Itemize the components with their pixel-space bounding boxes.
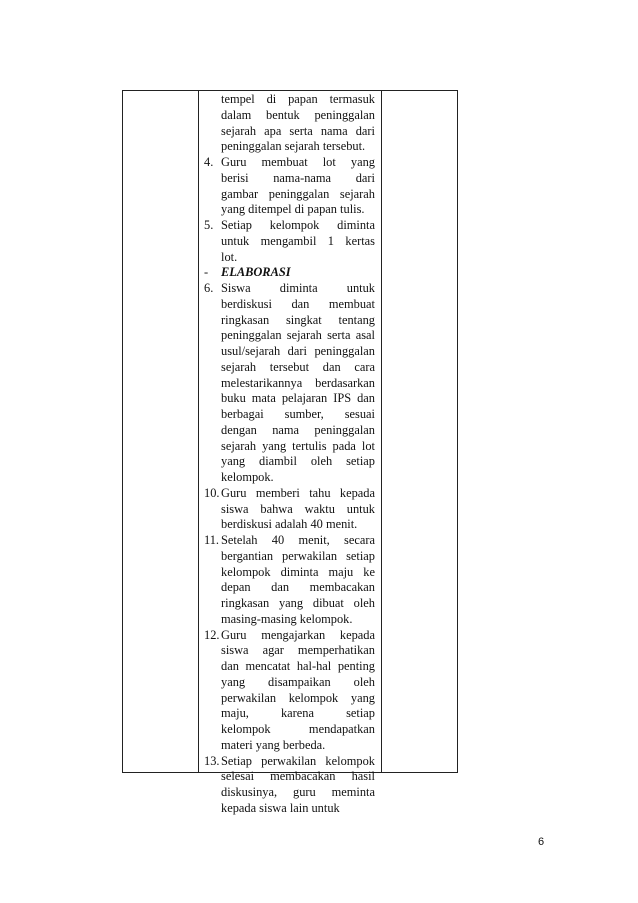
text-line: buku mata pelajaran IPS dan xyxy=(221,391,375,406)
text-line: siswa agar memperhatikan xyxy=(221,643,375,658)
text-line: kelompok diminta maju ke xyxy=(221,564,375,579)
item-number: 10. xyxy=(204,485,220,500)
text-line: diskusinya, guru meminta xyxy=(221,785,375,799)
text-line: tempel di papan termasuk xyxy=(221,92,375,106)
item-text xyxy=(221,218,381,265)
list-item xyxy=(199,92,381,155)
section-heading xyxy=(199,265,381,281)
text-line: ringkasan yang dibuat oleh xyxy=(221,596,375,610)
text-line: dengan nama peninggalan xyxy=(221,422,375,437)
text-line: sejarah apa serta nama dari xyxy=(221,123,375,138)
text-line: maju, karena setiap xyxy=(221,706,375,721)
text-line: gambar peninggalan sejarah xyxy=(221,186,375,201)
text-line: kelompok mendapatkan xyxy=(221,722,375,736)
list-item xyxy=(199,533,381,628)
text-line: Siswa diminta untuk xyxy=(221,281,375,295)
item-number: 13. xyxy=(204,753,220,768)
item-number: 12. xyxy=(204,627,220,642)
text-line: lot. xyxy=(221,249,238,264)
text-line: yang disampaikan oleh xyxy=(221,674,375,689)
text-line: kepada siswa lain untuk xyxy=(221,800,340,815)
text-line: Guru memberi tahu kepada xyxy=(221,485,375,500)
lesson-plan-table xyxy=(122,90,458,815)
item-text xyxy=(221,533,381,628)
text-line: usul/sejarah dari peninggalan xyxy=(221,344,375,358)
text-line: kelompok. xyxy=(221,470,274,484)
item-text xyxy=(221,155,381,218)
list-item xyxy=(199,628,381,754)
text-line: Setelah 40 menit, secara xyxy=(221,533,375,547)
item-number: 4. xyxy=(204,155,214,169)
text-line: perwakilan kelompok yang xyxy=(221,690,375,705)
text-line: berdiskusi dan membuat xyxy=(221,296,375,311)
text-line: depan dan membacakan xyxy=(221,580,375,595)
text-line: dan mencatat hal-hal penting xyxy=(221,659,375,673)
text-line: Guru membuat lot yang xyxy=(221,155,375,169)
text-line: yang diambil oleh setiap xyxy=(221,454,375,469)
text-line: masing-masing kelompok. xyxy=(221,611,353,626)
list-item xyxy=(199,754,381,817)
item-text xyxy=(221,486,381,533)
text-line: dalam bentuk peninggalan xyxy=(221,107,375,122)
text-line: berdiskusi adalah 40 menit. xyxy=(221,517,358,532)
text-line: untuk mengambil 1 kertas xyxy=(221,233,375,248)
text-line: ELABORASI xyxy=(221,265,291,280)
list-item xyxy=(199,155,381,218)
item-number: 5. xyxy=(204,218,214,232)
list-item xyxy=(199,218,381,265)
page-number: 6 xyxy=(538,836,545,848)
text-line: melestarikannya berdasarkan xyxy=(221,375,375,390)
activity-list xyxy=(199,92,381,817)
text-line: berbagai sumber, sesuai xyxy=(221,407,375,421)
list-item xyxy=(199,281,381,486)
text-line: materi yang berbeda. xyxy=(221,737,326,752)
text-line: peninggalan sejarah tersebut. xyxy=(221,139,366,154)
text-line: Setiap perwakilan kelompok xyxy=(221,753,375,768)
heading-text xyxy=(221,265,381,281)
text-line: siswa bahwa waktu untuk xyxy=(221,501,375,516)
bullet-dash: - xyxy=(204,265,209,280)
text-line: Guru mengajarkan kepada xyxy=(221,627,375,642)
item-text xyxy=(221,628,381,754)
text-line: bergantian perwakilan setiap xyxy=(221,548,375,563)
text-line: Setiap kelompok diminta xyxy=(221,218,375,232)
column-divider-right xyxy=(381,91,382,772)
item-text xyxy=(221,92,381,155)
text-line: sejarah yang tertulis pada lot xyxy=(221,438,375,453)
item-number: 6. xyxy=(204,281,214,295)
item-text xyxy=(221,754,381,817)
item-number: 11. xyxy=(204,533,220,547)
text-line: selesai membacakan hasil xyxy=(221,769,375,784)
text-line: yang ditempel di papan tulis. xyxy=(221,202,365,217)
text-line: ringkasan singkat tentang xyxy=(221,312,375,327)
text-line: sejarah tersebut dan cara xyxy=(221,359,375,374)
text-line: peninggalan sejarah serta asal xyxy=(221,328,375,343)
text-line: berisi nama-nama dari xyxy=(221,170,375,185)
list-item xyxy=(199,486,381,533)
item-text xyxy=(221,281,381,486)
